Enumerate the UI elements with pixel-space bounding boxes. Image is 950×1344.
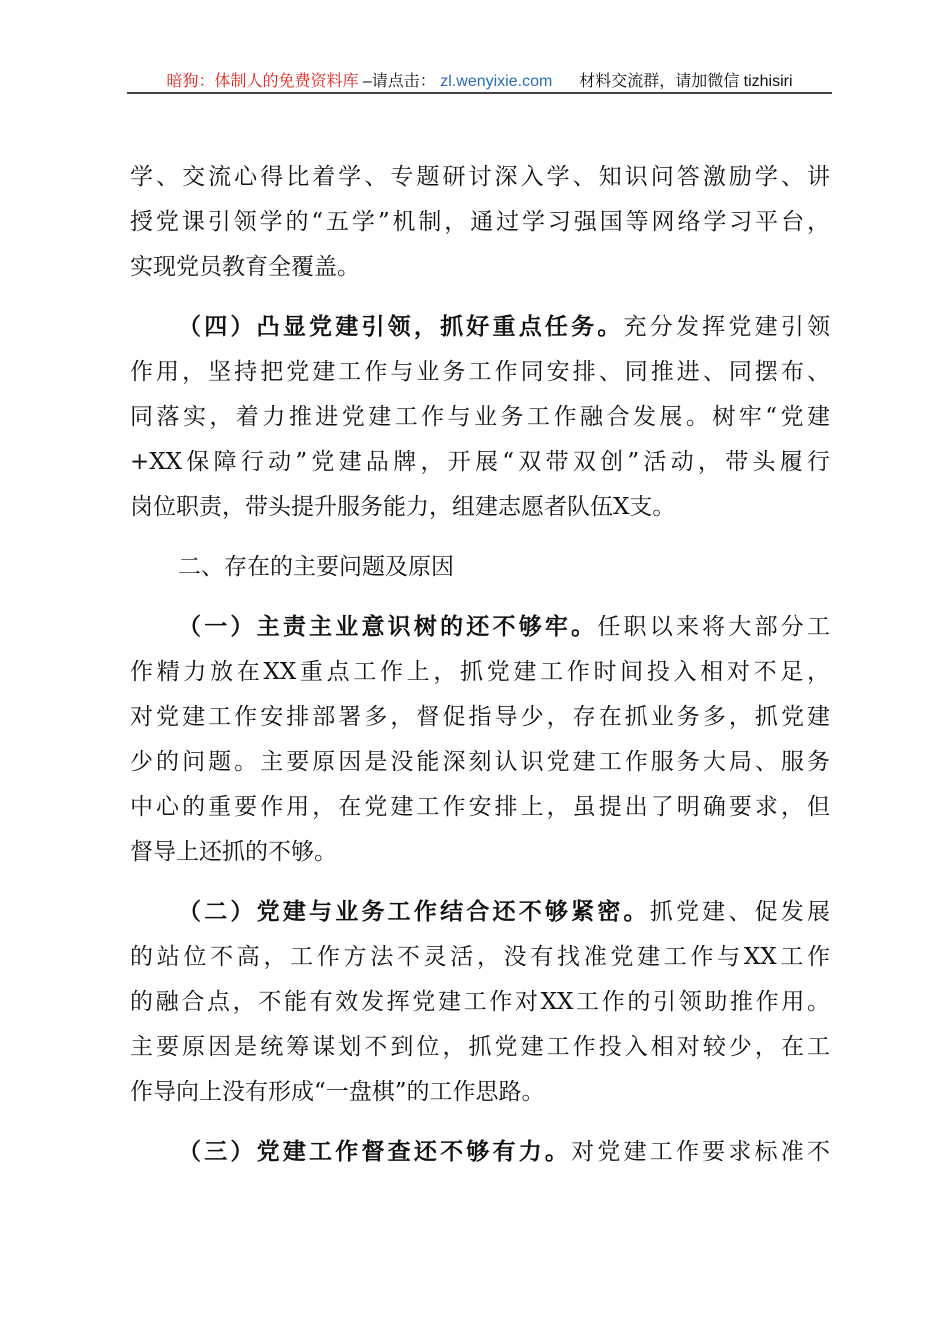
text-line (130, 248, 830, 293)
text-line (130, 788, 830, 833)
text-segment: 同落实，着力推进党建工作与业务工作融合发展。树牢“党建 (130, 404, 830, 430)
header-brand: 暗狗：体制人的免费资料库 (166, 73, 359, 90)
text-segment: 中心的重要作用，在党建工作安排上，虽提出了明确要求，但 (130, 794, 830, 820)
text-segment: 作用，坚持把党建工作与业务工作同安排、同推进、同摆布、 (130, 359, 830, 385)
text-line (130, 938, 830, 983)
paragraph (130, 308, 830, 533)
text-segment: 任职以来将大部分工 (597, 614, 831, 640)
header-divider (127, 92, 832, 94)
text-line (130, 353, 830, 398)
text-segment: 岗位职责，带头提升服务能力，组建志愿者队伍X支。 (130, 494, 676, 520)
text-line (130, 398, 830, 443)
text-segment: 的站位不高，工作方法不灵活，没有找准党建工作与XX工作 (130, 944, 830, 970)
text-segment: 二、存在的主要问题及原因 (178, 554, 454, 580)
text-segment: 对党建工作安排部署多，督促指导少，存在抓业务多，抓党建 (130, 704, 830, 730)
text-segment: 督导上还抓的不够。 (130, 839, 337, 865)
text-segment: 学、交流心得比着学、专题研讨深入学、知识问答激励学、讲 (130, 164, 830, 190)
text-line (130, 833, 830, 878)
text-line (130, 653, 830, 698)
text-segment: 充分发挥党建引领 (623, 314, 831, 340)
text-line (130, 1073, 830, 1118)
text-segment: 对党建工作要求标准不 (571, 1139, 831, 1165)
text-line (130, 983, 830, 1028)
text-line (130, 698, 830, 743)
text-segment: 作精力放在XX重点工作上，抓党建工作时间投入相对不足， (130, 659, 830, 685)
text-segment: +XX保障行动”党建品牌，开展“双带双创”活动，带头履行 (130, 449, 830, 475)
text-segment: 少的问题。主要原因是没能深刻认识党建工作服务大局、服务 (130, 749, 830, 775)
text-line (130, 548, 830, 593)
text-line (130, 1028, 830, 1073)
bold-lead-text: （四）凸显党建引领，抓好重点任务。 (178, 313, 624, 340)
text-segment: 主要原因是统筹谋划不到位，抓党建工作投入相对较少，在工 (130, 1034, 830, 1060)
text-segment: 抓党建、促发展 (649, 899, 831, 925)
text-line (130, 608, 830, 653)
text-line (130, 443, 830, 488)
document-body (130, 158, 830, 1193)
paragraph (130, 893, 830, 1118)
bold-lead-text: （二）党建与业务工作结合还不够紧密。 (178, 898, 650, 925)
section-heading (130, 548, 830, 593)
text-line (130, 893, 830, 938)
header-group-note: 材料交流群，请加微信 tizhisiri (579, 73, 793, 90)
header-click-prompt: –请点击： (362, 73, 436, 90)
header-url-link[interactable]: zl.wenyixie.com (440, 73, 553, 90)
paragraph (130, 158, 830, 293)
bold-lead-text: （一）主责主业意识树的还不够牢。 (178, 613, 598, 640)
text-line (130, 158, 830, 203)
text-segment: 授党课引领学的“五学”机制，通过学习强国等网络学习平台， (130, 209, 830, 235)
bold-lead-text: （三）党建工作督查还不够有力。 (178, 1138, 572, 1165)
paragraph (130, 608, 830, 878)
text-segment: 实现党员教育全覆盖。 (130, 254, 360, 280)
text-line (130, 488, 830, 533)
text-line (130, 743, 830, 788)
text-segment: 作导向上没有形成“一盘棋”的工作思路。 (130, 1079, 545, 1105)
text-segment: 的融合点，不能有效发挥党建工作对XX工作的引领助推作用。 (130, 989, 830, 1015)
text-line (130, 203, 830, 248)
paragraph (130, 1133, 830, 1178)
page-header (127, 68, 832, 92)
text-line (130, 308, 830, 353)
text-line (130, 1133, 830, 1178)
